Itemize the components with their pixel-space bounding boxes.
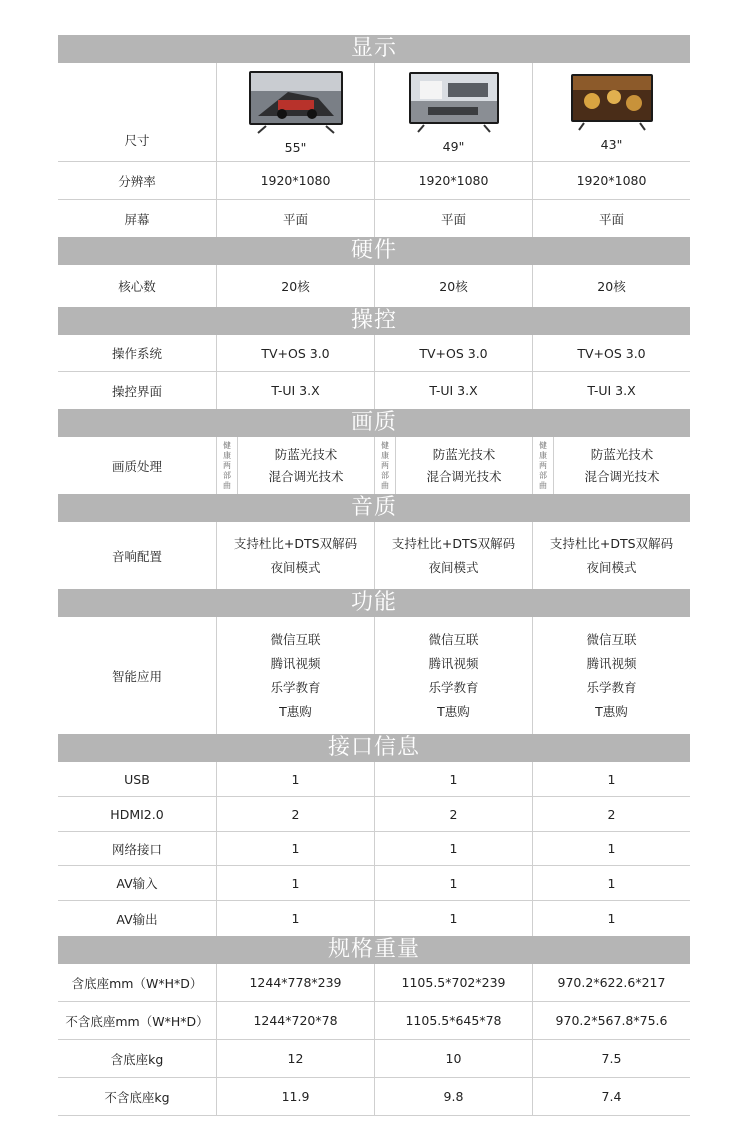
interface-value: 1 (532, 901, 690, 936)
apps-value: 微信互联 腾讯视频 乐学教育 T惠购 (216, 617, 374, 734)
picture-line: 防蓝光技术 (590, 446, 654, 462)
picture-line: 混合调光技术 (584, 468, 660, 484)
os-value: TV+OS 3.0 (374, 335, 532, 371)
cores-label: 核心数 (118, 279, 156, 294)
row-av-out (58, 901, 690, 936)
interface-value: 1 (216, 901, 374, 936)
row-picture (58, 437, 690, 494)
interface-value: 2 (532, 797, 690, 831)
interface-label: 网络接口 (111, 841, 162, 857)
spec-value: 1105.5*645*78 (374, 1002, 532, 1039)
screen-value: 平面 (374, 200, 532, 237)
interface-value: 1 (374, 832, 532, 865)
picture-tag: 健 康 两 部 曲 (375, 437, 396, 494)
spec-label: 含底座mm（W*H*D） (71, 975, 203, 991)
spec-value: 9.8 (374, 1078, 532, 1115)
section-header-hardware: 硬件 (58, 237, 690, 265)
cores-value: 20核 (216, 265, 374, 307)
section-header-picture: 画质 (58, 409, 690, 437)
picture-line: 防蓝光技术 (432, 446, 496, 462)
resolution-value: 1920*1080 (532, 162, 690, 199)
picture-cell (374, 437, 532, 494)
audio-value: 支持杜比+DTS双解码 夜间模式 (216, 522, 374, 589)
picture-label: 画质处理 (111, 458, 162, 474)
row-dim-without-base (58, 1002, 690, 1040)
ui-value: T-UI 3.X (216, 372, 374, 409)
row-weight-with-base (58, 1040, 690, 1078)
spec-label: 含底座kg (110, 1051, 164, 1067)
spec-value: 12 (216, 1040, 374, 1077)
interface-label: USB (124, 771, 150, 787)
interface-value: 1 (374, 762, 532, 796)
row-hdmi (58, 797, 690, 832)
tv-size-43: 43" (600, 136, 623, 152)
screen-value: 平面 (532, 200, 690, 237)
picture-line: 混合调光技术 (268, 468, 344, 484)
picture-line: 混合调光技术 (426, 468, 502, 484)
spec-value: 970.2*567.8*75.6 (532, 1002, 690, 1039)
screen-value: 平面 (216, 200, 374, 237)
ui-label: 操控界面 (111, 383, 162, 399)
section-header-control: 操控 (58, 307, 690, 335)
picture-cell (216, 437, 374, 494)
interface-value: 1 (216, 866, 374, 900)
picture-tag: 健 康 两 部 曲 (217, 437, 238, 494)
tv-43-image (570, 73, 654, 131)
tv-cell-49 (374, 63, 532, 161)
picture-cell (532, 437, 690, 494)
spec-value: 1244*720*78 (216, 1002, 374, 1039)
resolution-label: 分辨率 (118, 173, 156, 189)
spec-table (58, 35, 690, 1116)
tv-size-49: 49" (442, 138, 465, 154)
resolution-value: 1920*1080 (374, 162, 532, 199)
picture-tag: 健 康 两 部 曲 (533, 437, 554, 494)
audio-value: 支持杜比+DTS双解码 夜间模式 (532, 522, 690, 589)
row-screen (58, 200, 690, 237)
interface-value: 1 (216, 762, 374, 796)
interface-value: 1 (532, 866, 690, 900)
spec-value: 1105.5*702*239 (374, 964, 532, 1001)
interface-value: 1 (216, 832, 374, 865)
spec-value: 1244*778*239 (216, 964, 374, 1001)
row-network (58, 832, 690, 866)
interface-label: AV输入 (116, 876, 158, 891)
tv-cell-43 (532, 63, 690, 161)
ui-value: T-UI 3.X (532, 372, 690, 409)
section-header-spec: 规格重量 (58, 936, 690, 964)
interface-value: 2 (374, 797, 532, 831)
section-header-function: 功能 (58, 589, 690, 617)
apps-value: 微信互联 腾讯视频 乐学教育 T惠购 (532, 617, 690, 734)
tv-49-image (408, 71, 500, 133)
row-apps (58, 617, 690, 734)
section-header-interface: 接口信息 (58, 734, 690, 762)
row-av-in (58, 866, 690, 901)
tv-cell-55 (216, 63, 374, 161)
resolution-value: 1920*1080 (216, 162, 374, 199)
os-value: TV+OS 3.0 (216, 335, 374, 371)
spec-label: 不含底座kg (104, 1089, 170, 1105)
row-weight-without-base (58, 1078, 690, 1116)
interface-value: 1 (374, 866, 532, 900)
audio-value: 支持杜比+DTS双解码 夜间模式 (374, 522, 532, 589)
cores-value: 20核 (532, 265, 690, 307)
row-os (58, 335, 690, 372)
row-size (58, 63, 690, 162)
interface-value: 1 (532, 762, 690, 796)
row-audio (58, 522, 690, 589)
apps-label: 智能应用 (111, 668, 162, 684)
spec-value: 10 (374, 1040, 532, 1077)
ui-value: T-UI 3.X (374, 372, 532, 409)
cores-value: 20核 (374, 265, 532, 307)
row-usb (58, 762, 690, 797)
apps-value: 微信互联 腾讯视频 乐学教育 T惠购 (374, 617, 532, 734)
tv-55-image (248, 70, 344, 134)
spec-label: 不含底座mm（W*H*D） (65, 1013, 209, 1029)
tv-size-55: 55" (284, 139, 307, 155)
os-label: 操作系统 (111, 346, 162, 361)
spec-value: 970.2*622.6*217 (532, 964, 690, 1001)
interface-label: AV输出 (116, 911, 158, 927)
row-dim-with-base (58, 964, 690, 1002)
interface-value: 2 (216, 797, 374, 831)
size-label: 尺寸 (124, 133, 150, 148)
spec-value: 7.5 (532, 1040, 690, 1077)
interface-value: 1 (374, 901, 532, 936)
row-cores (58, 265, 690, 307)
os-value: TV+OS 3.0 (532, 335, 690, 371)
spec-value: 7.4 (532, 1078, 690, 1115)
interface-label: HDMI2.0 (110, 806, 164, 822)
audio-label: 音响配置 (111, 548, 162, 564)
screen-label: 屏幕 (124, 211, 150, 227)
spec-value: 11.9 (216, 1078, 374, 1115)
row-ui (58, 372, 690, 409)
section-header-audio: 音质 (58, 494, 690, 522)
section-header-display: 显示 (58, 35, 690, 63)
interface-value: 1 (532, 832, 690, 865)
picture-line: 防蓝光技术 (274, 446, 338, 462)
row-resolution (58, 162, 690, 200)
